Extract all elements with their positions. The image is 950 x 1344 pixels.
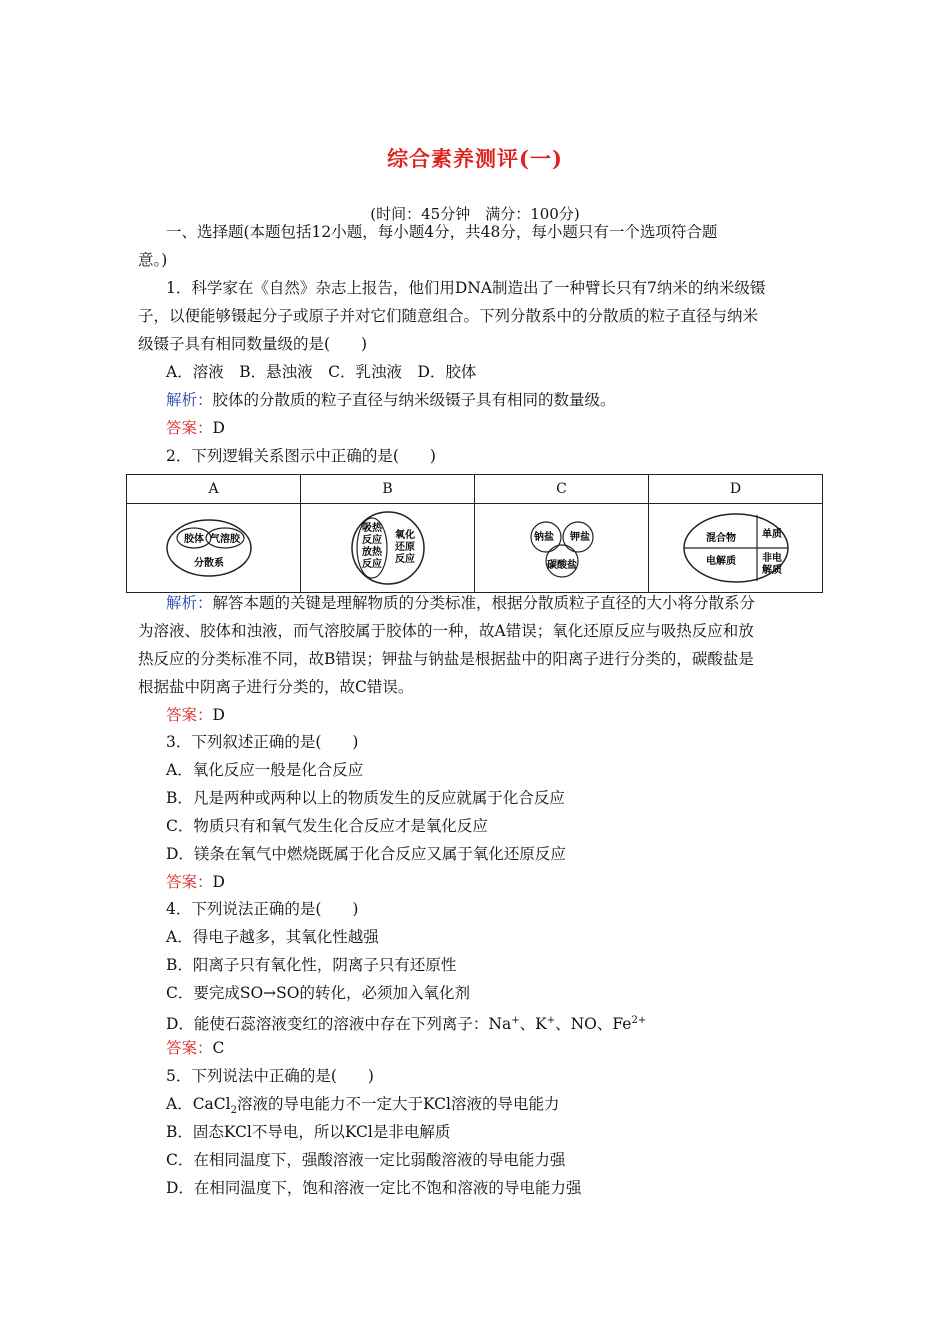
q4-stem: 4．下列说法正确的是( ) [166,900,359,918]
q5-option: C．在相同温度下，强酸溶液一定比弱酸溶液的导电能力强 [166,1151,566,1169]
q3-option: D．镁条在氧气中燃烧既属于化合反应又属于氧化还原反应 [166,845,566,863]
diagram-b-cell [301,504,475,593]
q3-option: C．物质只有和氧气发生化合反应才是氧化反应 [166,817,488,835]
q4-answer: 答案：C [166,1039,225,1057]
page-title: 综合素养测评(一) [387,146,563,171]
q5-option: A．CaCl$_2$溶液的导电能力不一定大于KCl溶液的导电能力 [166,1095,560,1117]
diagram-a-right: 气溶胶 [209,534,240,545]
diagram-b-text: 反应 [361,535,382,546]
diagram-a-left: 胶体 [183,534,204,545]
diagram-d-tl: 混合物 [705,533,736,544]
q2-analysis: 解析：解答本题的关键是理解物质的分类标准，根据分散质粒子直径的大小将分散系分 [166,594,756,612]
diagram-a [164,516,264,580]
answer-label: 答案： [166,873,213,891]
section-heading: 一、选择题(本题包括12小题，每小题4分，共48分，每小题只有一个选项符合题 [166,223,718,241]
q2-analysis: 热反应的分类标准不同，故B错误；钾盐与钠盐是根据盐中的阳离子进行分类的，碳酸盐是 [138,650,754,668]
diagram-a-cell [127,504,301,593]
diagram-d-cell [649,504,823,593]
diagram-b-text: 反应 [394,554,415,565]
diagram-d [681,511,791,585]
diagram-b-text: 反应 [361,559,382,570]
analysis-label: 解析： [166,391,213,409]
q5-option: D．在相同温度下，饱和溶液一定比不饱和溶液的导电能力强 [166,1179,582,1197]
diagram-d-tr: 单质 [761,529,782,540]
q3-answer: 答案：D [166,873,225,891]
q3-option: A．氧化反应一般是化合反应 [166,761,364,779]
diagram-c [522,516,602,580]
diagram-b-text: 吸热 [361,523,382,534]
q2-analysis: 根据盐中阴离子进行分类的，故C错误。 [138,678,414,696]
q2-analysis: 为溶液、胶体和浊液，而气溶胶属于胶体的一种，故A错误；氧化还原反应与吸热反应和放 [138,622,754,640]
q1-stem: 1．科学家在《自然》杂志上报告，他们用DNA制造出了一种臂长只有7纳米的纳米级镊 [166,279,766,297]
diagram-c-bottom: 碳酸盐 [546,560,577,571]
answer-label: 答案： [166,419,213,437]
q4-option: C．要完成SO→SO的转化，必须加入氧化剂 [166,984,470,1002]
diagram-b-text: 放热 [361,547,382,558]
diagram-d-br: 解质 [761,565,782,576]
header-d: D [649,475,823,504]
q1-answer: 答案：D [166,419,225,437]
q5-stem: 5．下列说法中正确的是( ) [166,1067,374,1085]
header-b: B [301,475,475,504]
q2-answer: 答案：D [166,706,225,724]
logic-diagram-table [126,474,823,593]
q5-option: B．固态KCl不导电，所以KCl是非电解质 [166,1123,451,1141]
q4-option: B．阳离子只有氧化性，阴离子只有还原性 [166,956,457,974]
q2-stem: 2．下列逻辑关系图示中正确的是( ) [166,447,436,465]
diagram-c-right: 钾盐 [569,532,590,543]
q4-option: A．得电子越多，其氧化性越强 [166,928,379,946]
q1-stem: 级镊子具有相同数量级的是( ) [138,335,368,353]
header-a: A [127,475,301,504]
diagram-d-bl: 电解质 [705,556,736,567]
q4-option: D．能使石蕊溶液变红的溶液中存在下列离子：Na+、K+、NO、$Fe^{2+}$ [166,1015,647,1034]
diagram-b-text: 还原 [394,542,415,553]
q1-options: A．溶液 B．悬浊液 C．乳浊液 D．胶体 [166,363,477,381]
diagram-c-cell [475,504,649,593]
answer-label: 答案： [166,1039,213,1057]
diagram-d-br: 非电 [761,553,782,564]
q1-stem: 子，以便能够镊起分子或原子并对它们随意组合。下列分散系中的分散质的粒子直径与纳米 [138,307,759,325]
diagram-a-bottom: 分散系 [193,558,224,569]
answer-label: 答案： [166,706,213,724]
diagram-b [348,508,428,588]
diagram-b-text: 氧化 [394,530,415,541]
header-c: C [475,475,649,504]
analysis-label: 解析： [166,594,213,612]
q3-option: B．凡是两种或两种以上的物质发生的反应就属于化合反应 [166,789,565,807]
section-heading-cont: 意。) [138,251,168,269]
q3-stem: 3．下列叙述正确的是( ) [166,733,359,751]
q1-analysis: 解析：胶体的分散质的粒子直径与纳米级镊子具有相同的数量级。 [166,391,616,409]
diagram-c-left: 钠盐 [533,532,554,543]
exam-info: (时间：45分钟 满分：100分) [370,205,580,223]
